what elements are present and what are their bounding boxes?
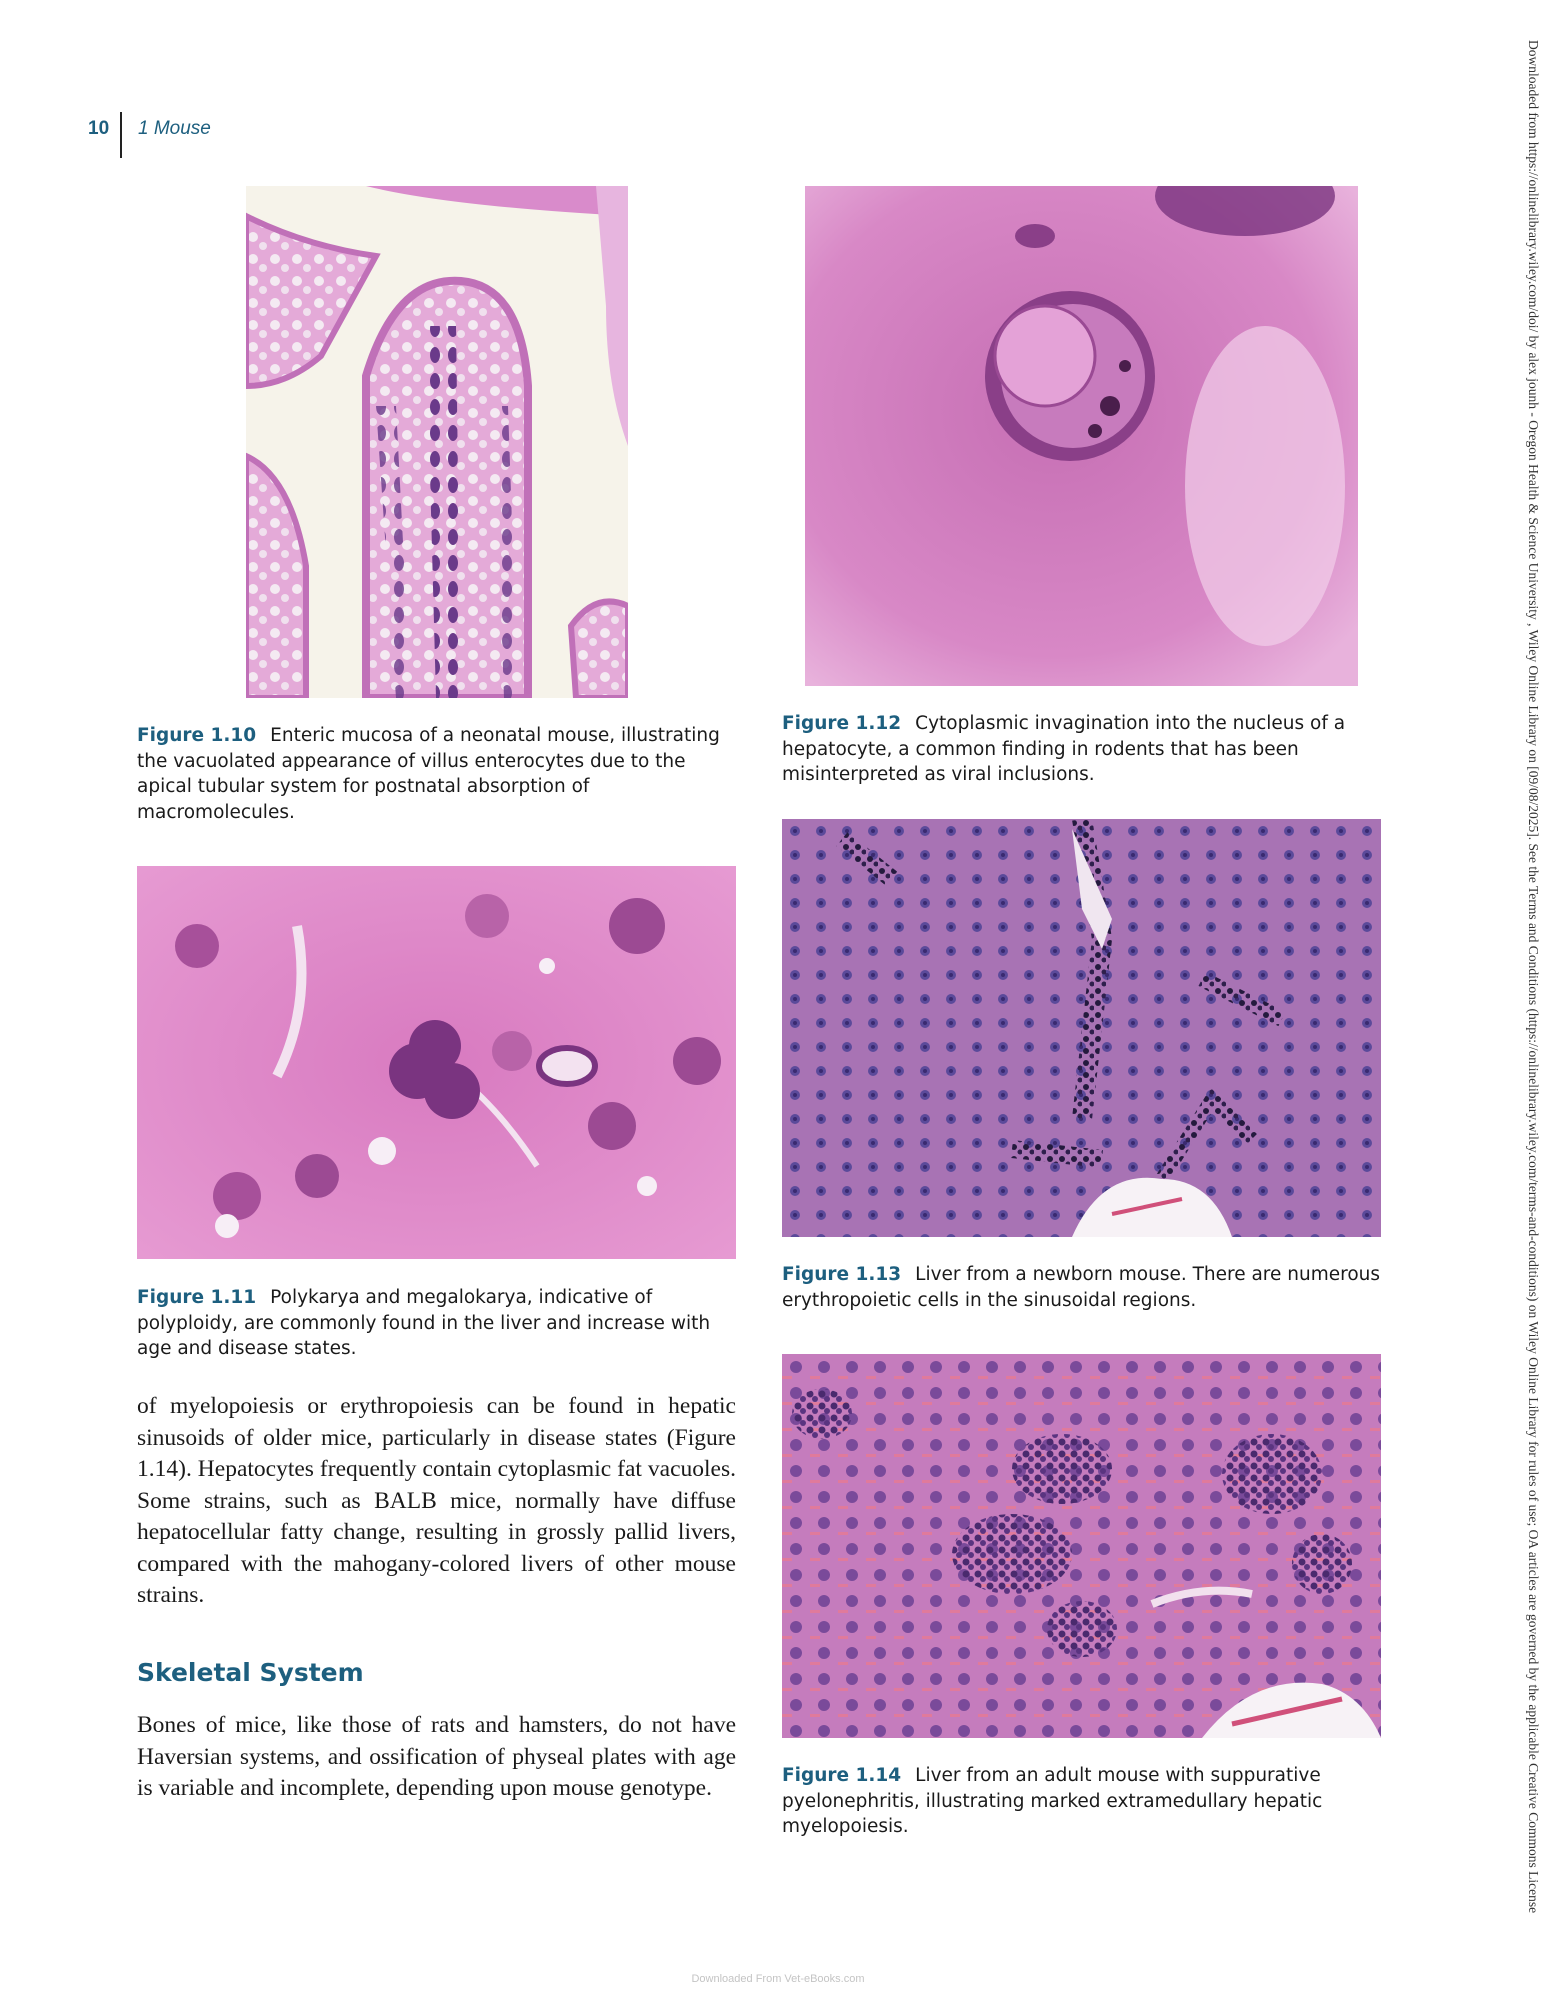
footer-watermark: Downloaded From Vet-eBooks.com — [691, 1973, 865, 1985]
figure-1-12-image — [805, 186, 1358, 686]
figure-1-14-text: Liver from an adult mouse with suppurative pyelonephritis, illustrating marked extramedullary hepatic myelopoiesis. — [782, 1765, 1323, 1837]
body-paragraph-2: Bones of mice, like those of rats and hamsters, do not have Haversian systems, and ossification of physeal plates with age is variable and incomplete, depending upon mouse genotype. — [137, 1712, 736, 1801]
figure-1-11-caption — [137, 1285, 737, 1362]
figure-1-12-caption — [782, 711, 1362, 788]
figure-1-11-image — [137, 866, 736, 1259]
page-number: 10 — [88, 118, 110, 139]
figure-1-14-label: Figure 1.14 — [782, 1765, 902, 1786]
figure-1-13-image — [782, 819, 1381, 1237]
figure-1-12-label: Figure 1.12 — [782, 713, 902, 734]
figure-1-11-label: Figure 1.11 — [137, 1287, 257, 1308]
figure-1-11-text: Polykarya and megalokarya, indicative of polyploidy, are commonly found in the liver and increase with age and disease states. — [137, 1287, 711, 1359]
header-divider — [120, 112, 122, 158]
figure-1-10-caption — [137, 723, 737, 825]
figure-1-14-image — [782, 1354, 1381, 1738]
figure-1-13-caption — [782, 1262, 1382, 1313]
section-heading: Skeletal System — [137, 1658, 364, 1687]
figure-1-10-text: Enteric mucosa of a neonatal mouse, illustrating the vacuolated appearance of villus enterocytes due to the apical tubular system for postnatal absorption of macromolecules. — [137, 725, 720, 823]
download-notice: Downloaded from https://onlinelibrary.wiley.com/doi/ by alex jounh - Oregon Health & Science University , Wiley Online Library on [09/08/2025]. See the Terms and Conditions (https://onlinelibrary.wiley.com/terms-and-conditions) on Wiley Online Library for rules of use; OA articles are governed by the applicable Creative Commons License — [1526, 40, 1541, 1914]
figure-1-13-text: Liver from a newborn mouse. There are numerous erythropoietic cells in the sinusoidal regions. — [782, 1264, 1381, 1311]
body-paragraph-1: of myelopoiesis or erythropoiesis can be found in hepatic sinusoids of older mice, particularly in disease states (Figure 1.14). Hepatocytes frequently contain cytoplasmic fat vacuoles. Some strains, such as BALB mice, normally have diffuse hepatocellular fatty change, resulting in grossly pallid livers, compared with the mahogany-colored livers of other mouse strains. — [137, 1393, 736, 1608]
figure-1-12-text: Cytoplasmic invagination into the nucleus of a hepatocyte, a common finding in rodents that has been misinterpreted as viral inclusions. — [782, 713, 1346, 785]
running-head: 1 Mouse — [138, 118, 211, 139]
figure-1-14-caption — [782, 1763, 1382, 1840]
figure-1-10-image — [246, 186, 628, 698]
figure-1-13-label: Figure 1.13 — [782, 1264, 902, 1285]
figure-1-10-label: Figure 1.10 — [137, 725, 257, 746]
